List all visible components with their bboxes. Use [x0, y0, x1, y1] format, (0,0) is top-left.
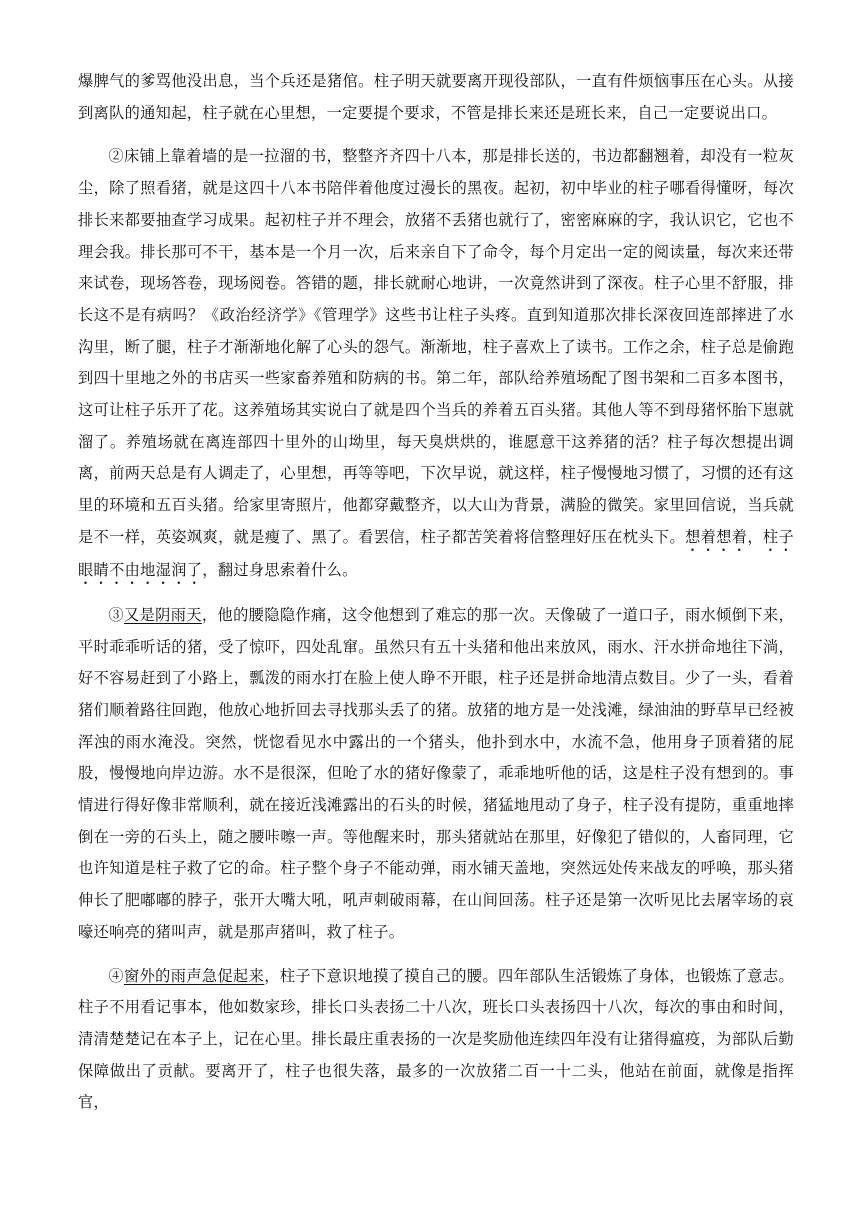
paragraph-4-number: ④ [108, 966, 124, 985]
paragraph-3-text: ，他的腰隐隐作痛，这令他想到了难忘的那一次。天像破了一道口子，雨水倾倒下来，平时乖乖听话的猪，受了惊吓，四处乱窜。虽然只有五十头猪和他出来放风，雨水、汗水拼命地往下淌，好不容易赶到了小路上，瓢泼的雨水打在脸上使人睁不开眼，柱子还是拼命地清点数目。少了一头，看着猪们顺着路往回跑，他放心地折回去寻找那头丢了的猪。放猪的地方是一处浅滩，绿油油的野草早已经被浑浊的雨水淹没。突然，恍惚看见水中露出的一个猪头，他扑到水中，水流不急，他用身子顶着猪的屁股，慢慢地向岸边游。水不是很深，但呛了水的猪好像蒙了，乖乖地听他的话，这是柱子没有想到的。事情进行得好像非常顺利，就在接近浅滩露出的石头的时候，猪猛地甩动了身子，柱子没有提防，重重地摔倒在一旁的石头上，随之腰咔嚓一声。等他醒来时，那头猪就站在那里，好像犯了错似的，人畜同理，它也许知道是柱子救了它的命。柱子整个身子不能动弹，雨水铺天盖地，突然远处传来战友的呼唤，那头猪伸长了肥嘟嘟的脖子，张开大嘴大吼，吼声刺破雨幕，在山间回荡。柱子还是第一次听见比去屠宰场的哀嚎还响亮的猪叫声，就是那声猪叫，救了柱子。 [78, 605, 794, 941]
paragraph-3-number: ③ [108, 605, 124, 624]
paragraph-1-text: 爆脾气的爹骂他没出息，当个兵还是猪倌。柱子明天就要离开现役部队，一直有件烦恼事压在心头。从接到离队的通知起，柱子就在心里想，一定要提个要求，不管是排长来还是班长来，自己一定要说出口。 [78, 72, 794, 122]
paragraph-3-underlined-text: 又是阴雨天 [123, 605, 202, 624]
paragraph-2-emphasized-text: 想着想着，柱子眼睛不由地湿润了， [78, 527, 794, 579]
paragraph-1 [78, 66, 794, 129]
paragraph-4-underlined-text: 窗外的雨声急促起来 [123, 966, 265, 985]
paragraph-2-text: ②床铺上靠着墙的是一拉溜的书，整整齐齐四十八本，那是排长送的，书边都翻翘着，却没有一粒灰尘，除了照看猪，就是这四十八本书陪伴着他度过漫长的黑夜。起初，初中毕业的柱子哪看得懂呀，每次排长来都要抽查学习成果。起初柱子并不理会，放猪不丢猪也就行了，密密麻麻的字，我认识它，它也不理会我。排长那可不干，基本是一个月一次，后来亲自下了命令，每个月定出一定的阅读量，每次来还带来试卷，现场答卷，现场阅卷。答错的题，排长就耐心地讲，一次竟然讲到了深夜。柱子心里不舒服，排长这不是有病吗？《政治经济学》《管理学》这些书让柱子头疼。直到知道那次排长深夜回连部摔进了水沟里，断了腿，柱子才渐渐地化解了心头的怨气。渐渐地，柱子喜欢上了读书。工作之余，柱子总是偷跑到四十里地之外的书店买一些家畜养殖和防病的书。第二年，部队给养殖场配了图书架和二百多本图书，这可让柱子乐开了花。这养殖场其实说白了就是四个当兵的养着五百头猪。其他人等不到母猪怀胎下崽就溜了。养殖场就在离连部四十里外的山坳里，每天臭烘烘的，谁愿意干这养猪的活？柱子每次想提出调离，前两天总是有人调走了，心里想，再等等吧，下次早说，就这样，柱子慢慢地习惯了，习惯的还有这里的环境和五百头猪。给家里寄照片，他都穿戴整齐，以大山为背景，满脸的微笑。家里回信说，当兵就是不一样，英姿飒爽，就是瘦了、黑了。看罢信，柱子都苦笑着将信整理好压在枕头下。 [78, 147, 794, 546]
paragraph-2-text-end: 翻过身思索着什么。 [217, 560, 358, 579]
paragraph-2 [78, 141, 794, 587]
paragraph-4-text: ，柱子下意识地摸了摸自己的腰。四年部队生活锻炼了身体，也锻炼了意志。柱子不用看记事本，他如数家珍，排长口头表扬二十八次，班长口头表扬四十八次，每次的事由和时间，清清楚楚记在本子上，记在心里。排长最庄重表扬的一次是奖励他连续四年没有让猪得瘟疫，为部队后勤保障做出了贡献。要离开了，柱子也很失落，最多的一次放猪二百一十二头，他站在前面，就像是指挥官， [78, 966, 794, 1112]
document-page [78, 66, 794, 1119]
paragraph-4 [78, 961, 794, 1120]
paragraph-3 [78, 600, 794, 949]
